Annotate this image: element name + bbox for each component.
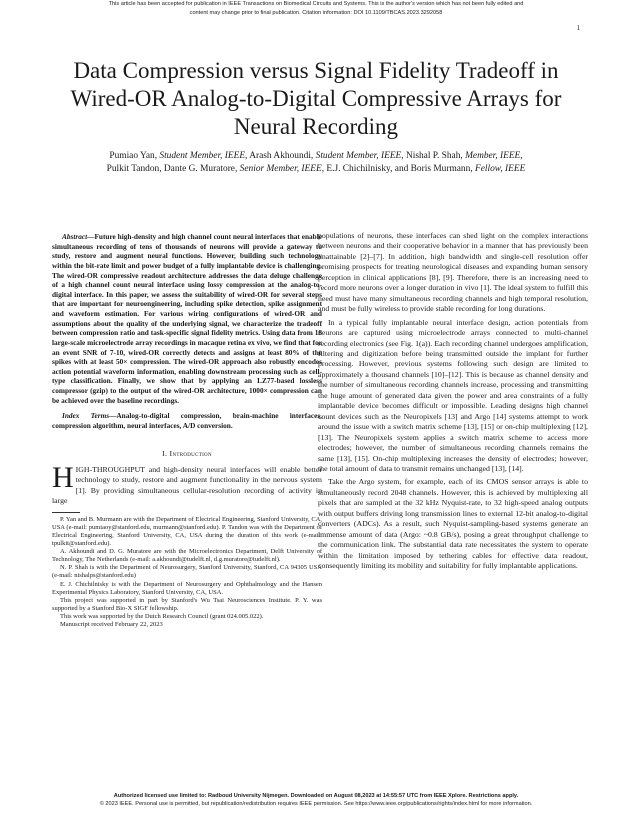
- top-notice-line2: content may change prior to final publication. Citation information: DOI 10.1109/TBCAS.2023.3292058: [189, 10, 443, 16]
- section-heading: [52, 449, 322, 459]
- footnote: P. Yan and B. Murmann are with the Department of Electrical Engineering, Stanford University, CA, USA (e-mail: pumiaoy@stanford.edu, murmann@stanford.edu). P. Tandon was with the Department of Electrical Engineering, Stanford University, CA, USA during the duration of this work (e-mail: tpulkit@stanford.edu).: [52, 515, 322, 548]
- section-title: Introduction: [169, 448, 212, 458]
- body-paragraph: In a typical fully implantable neural interface design, action potentials from neurons are captured using microelectrode arrays connected to multi-channel recording electronics (see Fig. 1(a)). Each recording channel undergoes amplification, filtering and digitization before being transmitted outside the implant for further processing. However, previous systems following such design are limited to approximately a thousand channels [10]–[12]. This is because as channel density and the number of simultaneous recording channels increase, processing and transmitting the huge amount of generated data given the power and area constraints of a fully implantable device becomes difficult or impossible. Leading designs high channel count devices such as the Neuropixels [13] and Argo [14] systems attempt to work around the issue with a switch matrix scheme [13], [15] or on-chip multiplexing [12], [13]. The Neuropixels system applies a switch matrix scheme to access more electrodes; however, the number of simultaneous recording channels remains the same [13], [15]. On-chip multiplexing increases the density of electrodes; however, the total amount of data to transmit remains unchanged [13], [14].: [318, 317, 588, 473]
- license-notice: Authorized licensed use limited to: Radboud University Nijmegen. Downloaded on August 08,2023 at 14:55:57 UTC from IEEE Xplore. Restrictions apply.: [113, 793, 519, 799]
- author-line-2: Pulkit Tandon, Dante G. Muratore, Senior Member, IEEE, E.J. Chichilnisky, and Boris Murmann, Fellow, IEEE: [106, 164, 526, 174]
- index-terms: [52, 411, 322, 430]
- page-number: 1: [576, 24, 580, 32]
- footnotes: [52, 516, 322, 629]
- index-terms-label: Index Terms: [62, 411, 110, 421]
- author-name: Arash Akhoundi,: [249, 151, 316, 161]
- section-number: I.: [162, 448, 168, 458]
- abstract-label: Abstract: [62, 232, 88, 241]
- footnote: This project was supported in part by Stanford's Wu Tsai Neurosciences Institute. P. Y. was supported by a Stanford Bio-X SIGF fellowship.: [52, 596, 322, 612]
- footnote: Manuscript received February 22, 2023: [60, 620, 163, 628]
- author-name: Pulkit Tandon, Dante G. Muratore,: [106, 164, 240, 174]
- author-name: Pumiao Yan,: [109, 151, 160, 161]
- author-role: Student Member, IEEE: [315, 151, 402, 161]
- intro-smallcaps: IGH-THROUGHPUT: [75, 464, 145, 474]
- author-line-1: Pumiao Yan, Student Member, IEEE, Arash Akhoundi, Student Member, IEEE, Nishal P. Shah, Member, IEEE,: [109, 151, 523, 161]
- intro-text: and high-density neural interfaces will enable better technology to study, restore and augment functionality in the nervous system [1]. By providing simultaneous cellular-resolution recording of activity in large: [52, 464, 322, 506]
- left-column: [52, 232, 322, 629]
- intro-paragraph: [52, 460, 322, 507]
- author-role: Senior Member, IEEE: [239, 164, 322, 174]
- body-paragraph: Take the Argo system, for example, each of its CMOS sensor arrays is able to simultaneously record 2048 channels. However, this is achieved by multiplexing all pixels that are sampled at the 32 kHz Nyquist-rate, to 32 high-speed analog outputs with output buffers driving long transmission lines to external 12-bit analog-to-digital converters (ADCs). As a result, such Nyquist-sampling-based systems generate an immense amount of data (Argo: ~0.8 GB/s), posing a great throughput challenge to the communication link. The substantial data rate necessitates the system to operate within the limitation imposed by tethering cables for effective data readout, consequently limiting its mobility and suitability for fully implantable applications.: [318, 477, 588, 571]
- footnote: This work was supported by the Dutch Research Council (grant 024.005.022).: [60, 612, 264, 620]
- bottom-notice: [0, 792, 632, 808]
- footnote: E. J. Chichilnisky is with the Department of Neurosurgery and Ophthalmology and the Hansen Experimental Physics Laboratory, Stanford University, CA, USA.: [52, 580, 322, 596]
- right-column: [318, 231, 588, 572]
- index-terms-text: —Analog-to-digital compression, brain-machine interfaces, compression algorithm, neural interfaces, A/D conversion.: [52, 411, 322, 430]
- abstract-text: —Future high-density and high channel count neural interfaces that enable simultaneous recording of tens of thousands of neurons will provide a gateway to study, restore and augment neural functions. However, building such technology within the bit-rate limit and power budget of a fully implantable device is challenging. The wired-OR compressive readout architecture addresses the data deluge challenge of a high channel count neural interface using lossy compression at the analog-to-digital interface. In this paper, we assess the suitability of wired-OR for several steps that are important for neuroengineering, including spike detection, spike assignment and waveform estimation. For various wiring configurations of wired-OR and assumptions about the quality of the underlying signal, we characterize the tradeoff between compression ratio and task-specific signal fidelity metrics. Using data from 18 large-scale microelectrode array recordings in macaque retina ex vivo, we find that for an event SNR of 7-10, wired-OR correctly detects and assigns at least 80% of the spikes with at least 50× compression. The wired-OR approach also robustly encodes action potential waveform information, enabling downstream processing such as cell-type classification. Finally, we show that by applying an LZ77-based lossless compressor (gzip) to the output of the wired-OR architecture, 1000× compression can be achieved over the baseline recordings.: [52, 232, 322, 405]
- copyright-notice: © 2023 IEEE. Personal use is permitted, but republication/redistribution requires IEEE permission. See https://www.ieee.org/publications/rights/index.html for more information.: [99, 801, 533, 807]
- drop-cap: H: [52, 460, 74, 494]
- footnote: A. Akhoundi and D. G. Muratore are with the Microelectronics Department, Delft University of Technology, The Netherlands (e-mail: a.akhoundi@tudelft.nl, d.g.muratore@tudelft.nl).: [52, 548, 322, 564]
- author-role: Member, IEEE: [465, 151, 521, 161]
- footnote: N. P. Shah is with the Department of Neurosurgery, Stanford University, Stanford, CA 94305 USA (e-mail: nishalps@stanford.edu): [52, 564, 322, 580]
- author-role: Student Member, IEEE: [159, 151, 246, 161]
- author-name: E.J. Chichilnisky, and Boris Murmann,: [324, 164, 475, 174]
- paper-title: Data Compression versus Signal Fidelity Tradeoff in Wired-OR Analog-to-Digital Compressive Arrays for Neural Recording: [70, 58, 562, 139]
- author-list: [40, 150, 592, 176]
- footnote-divider: [52, 512, 80, 513]
- abstract: [52, 232, 322, 405]
- top-notice-line1: This article has been accepted for publication in IEEE Transactions on Biomedical Circuits and Systems. This is the author's version which has not been fully edited and: [108, 1, 524, 7]
- top-notice: [0, 0, 632, 18]
- author-name: Nishal P. Shah,: [405, 151, 466, 161]
- body-paragraph: populations of neurons, these interfaces can shed light on the complex interactions between neurons and their cooperative behavior in a manner that has previously been unattainable [2]–[7]. In addition, high bandwidth and single-cell resolution offer promising prospects for treating neurological diseases and expanding human sensory perception in clinical applications [8], [9]. Therefore, there is an increasing need to record more neurons over a longer duration in vivo [1]. The ideal system to fulfill this need must have many simultaneous recording channels and high temporal resolution, and must be fully wireless to provide stable recording for long durations.: [318, 231, 588, 314]
- author-role: Fellow, IEEE: [474, 164, 526, 174]
